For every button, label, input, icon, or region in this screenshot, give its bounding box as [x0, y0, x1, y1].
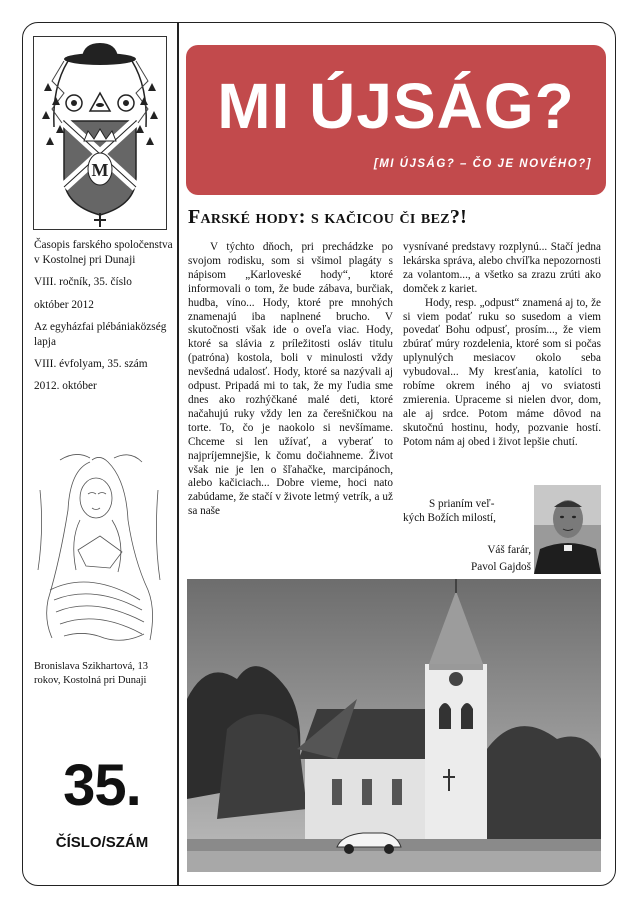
newspaper-subtitle: [MI ÚJSÁG? – ČO JE NOVÉHO?]	[373, 158, 592, 170]
newspaper-title: MI ÚJSÁG?	[217, 70, 575, 142]
greeting	[403, 497, 531, 525]
signature-name: Pavol Gajdoš	[471, 561, 531, 573]
church-photo	[187, 579, 601, 872]
column-divider	[177, 22, 179, 886]
svg-text:M: M	[91, 160, 109, 180]
volume-issue-hu: VIII. évfolyam, 35. szám	[34, 358, 148, 371]
article-headline: Farské hody: s kačicou či bez?!	[188, 206, 468, 228]
article-column-1	[188, 241, 393, 519]
article-paragraph: vysnívané predstavy rozplynú... Stačí jedna lekárska správa, alebo chvíľka nepozornosti za volantom..., a všetko sa zrazu zrúti ako domček z kariet.	[403, 241, 601, 295]
greeting-line-2: kých Božích milostí,	[403, 512, 496, 524]
coat-of-arms	[33, 36, 167, 230]
madonna-drawing	[30, 450, 170, 650]
publication-info	[34, 238, 174, 402]
signature-role: Váš farár,	[487, 544, 531, 556]
publication-description: Časopis farského spoločenstva v Kostolnej pri Dunaji	[34, 239, 173, 267]
drawing-caption: Bronislava Szikhartová, 13 rokov, Kostolná pri Dunaji	[34, 661, 149, 686]
issue-number: 35.	[63, 753, 141, 818]
date-sk: október 2012	[34, 298, 94, 311]
issue-label: ČÍSLO/SZÁM	[55, 834, 149, 851]
masthead	[186, 45, 606, 195]
volume-issue-sk: VIII. ročník, 35. číslo	[34, 276, 132, 289]
article-paragraph: V týchto dňoch, pri prechádzke po svojom rodisku, som si všimol plagáty s nápisom „Karloveské hody“, ktoré informovali o tom, že bude zábava, burčiak, hudba, víno... Hody, ktoré pre mnohých znamenajú iba naplnené brucho. V skutočnosti však ide o oveľa viac. Hody, ktoré sa slávia z príležitosti osláv titulu (patróna) kostola, boli v minulosti vždy nevšedná udalosť. Hody, ktoré sa nazývali aj odpust. Pripadá mi to tak, že my ľudia sme dnes ako rozhýčkané malé deti, ktoré načahujú ruky vždy len za čerešničkou na torte. To, čo je naokolo si nevšímame. Chceme si len užívať, a vyberať to najpríjemnejšie, k čomu dočiahneme. Život však nie je len o šľahačke, marcipánoch, alebo kačiciach... Dobre vieme, hoci nato zabúdame, že stačí v živote letmý vetrík, a už sa naše	[188, 241, 393, 518]
priest-portrait-photo	[534, 485, 601, 574]
article-paragraph: Hody, resp. „odpust“ znamená aj to, že si viem podať ruku so susedom a viem povedať Bohu odpusť, prosím..., že viem zbúrať múry rozdelenia, ktoré som si počas uplynulých mesiacov okolo seba vybudoval... My kresťania, katolíci to robíme okrem iného aj vo sviatosti zmierenia. Upraceme si nielen dvor, dom, ale aj srdce. Potom máme dôvod na skutočnú hostinu, hody, pozvanie hostí. Potom nám aj obed i život lepšie chutí.	[403, 296, 601, 448]
publication-description-hu: Az egyházfai plébániaközség lapja	[34, 320, 167, 349]
date-hu: 2012. október	[34, 380, 97, 393]
article-column-2	[403, 241, 601, 450]
greeting-line-1: S prianím veľ-	[429, 498, 495, 510]
signature	[403, 542, 531, 576]
